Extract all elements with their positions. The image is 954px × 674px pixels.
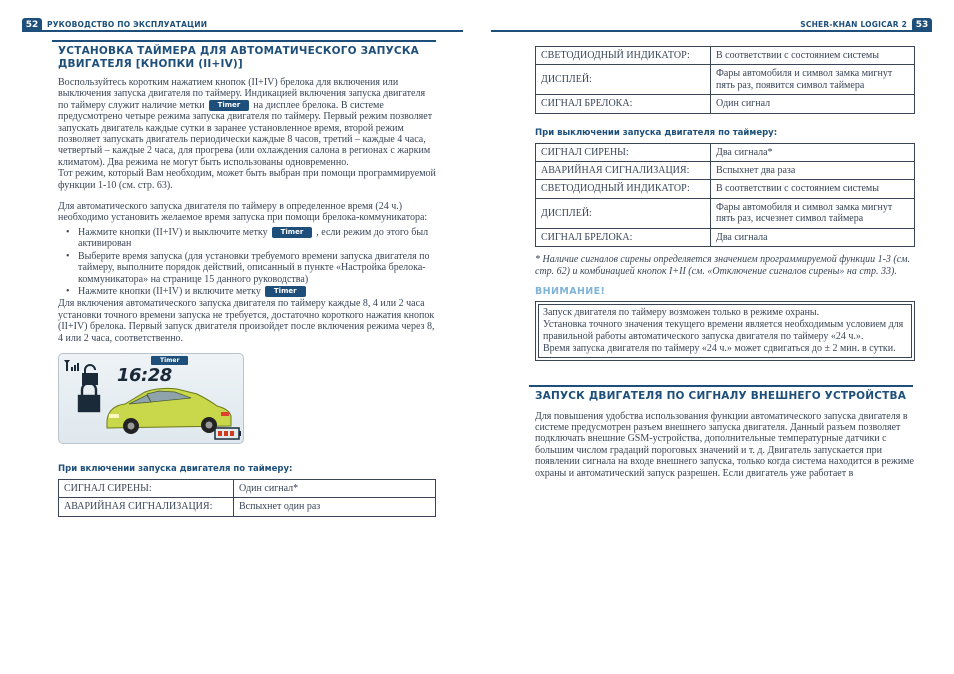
list-item: • Выберите время запуска (для установки требуемого времени запуска двигателя по таймеру, выполните порядок действий, описанный в пункте «Настройка брелока-коммуникатора» на странице 15 данного руководства) bbox=[58, 251, 436, 285]
signal-type-cell: ДИСПЛЕЙ: bbox=[536, 198, 711, 228]
remote-lcd-display bbox=[58, 353, 244, 444]
signal-type-cell: СВЕТОДИОДНЫЙ ИНДИКАТОР: bbox=[536, 47, 711, 65]
battery-icon bbox=[215, 428, 241, 439]
setup-paragraph: Для автоматического запуска двигателя по таймеру в определенное время (24 ч.) необходимо установить желаемое время запуска при помощи брелока-коммуникатора: bbox=[58, 201, 428, 224]
running-header-right: SCHER-KHAN LOGICAR 2 bbox=[800, 20, 907, 29]
signal-value-cell: В соответствии с состоянием системы bbox=[711, 180, 915, 198]
table-row bbox=[536, 198, 915, 228]
intro-text-1: Воспользуйтесь коротким нажатием кнопок (II+IV) брелока для включения или выключения запуска двигателя по таймеру. Индикацией включения запуска двигателя по таймеру служит наличие метки bbox=[58, 77, 426, 111]
page-number-left: 52 bbox=[22, 18, 42, 32]
bullet-text: Нажмите кнопки (II+IV) и выключите метку bbox=[78, 226, 268, 238]
signal-value-cell: Один сигнал bbox=[711, 95, 915, 113]
running-header-left: РУКОВОДСТВО ПО ЭКСПЛУАТАЦИИ bbox=[47, 20, 208, 29]
section-title-timer: УСТАНОВКА ТАЙМЕРА ДЛЯ АВТОМАТИЧЕСКОГО ЗАПУСКА ДВИГАТЕЛЯ [КНОПКИ (II+IV)] bbox=[58, 40, 436, 71]
right-page bbox=[477, 0, 954, 674]
external-paragraph: Для повышения удобства использования функции автоматического запуска двигателя в системе предусмотрен разъем внешнего запуска двигателя. Данный разъем позволяет подключать внешние GSM-устройства, дополнительные температурные датчики с большим числом градаций пороговых значений и т. д. Двигатель запускается при появлении сигнала на входе внешнего запуска, только когда система находится в режиме охраны и автоматический запуск разрешен. Если двигатель уже работает в bbox=[535, 410, 914, 479]
warning-box-inner bbox=[538, 304, 912, 357]
signal-type-cell: СИГНАЛ СИРЕНЫ: bbox=[59, 479, 234, 497]
lock-open-icon bbox=[83, 365, 97, 384]
table-row bbox=[536, 180, 915, 198]
warning-text-2: Установка точного значения текущего времени является необходимым условием для правильной работы автоматического запуска двигателя по таймеру «24 ч.». bbox=[543, 319, 904, 343]
signal-type-cell: СИГНАЛ БРЕЛОКА: bbox=[536, 95, 711, 113]
lock-closed-icon bbox=[79, 383, 99, 411]
table-row bbox=[536, 65, 915, 95]
off-signals-title: При выключении запуска двигателя по таймеру: bbox=[535, 127, 778, 138]
on-signals-table-continued bbox=[535, 46, 915, 114]
table-row bbox=[536, 162, 915, 180]
intro-text-2: на дисплее брелока. В системе предусмотрено четыре режима запуска двигателя по таймеру. Первый режим позволяет запускать двигатель каждые сутки в заранее установленное время, второй режим позволяет запускать двигатель периодически каждые 8 часов, третий – каждые 4 часа, четвертый – каждые 2 часа, для прогрева (или охлаждения салона в регионах с жарким климатом). Два режима не могут быть использованы одновременно. bbox=[58, 99, 433, 168]
warning-text-3: Время запуска двигателя по таймеру «24 ч.» может сдвигаться до ± 2 мин. в сутки. bbox=[543, 342, 896, 354]
on-signals-continued-body bbox=[536, 47, 915, 114]
periodic-paragraph: Для включения автоматического запуска двигателя по таймеру каждые 8, 4 или 2 часа установки точного времени запуска не требуется, достаточно короткого нажатия кнопок (II+IV) брелока. Первый запуск двигателя произойдет после включения режима через 8, 4 или 2 часа, соответственно. bbox=[58, 298, 435, 344]
mode-paragraph: Тот режим, который Вам необходим, может быть выбран при помощи программируемой функции 1-10 (см. стр. 63). bbox=[58, 168, 436, 191]
off-signals-table bbox=[535, 143, 915, 247]
list-item bbox=[58, 286, 436, 297]
warning-title: ВНИМАНИЕ! bbox=[535, 286, 606, 298]
signal-value-cell: Фары автомобиля и символ замка мигнут пять раз, появится символ таймера bbox=[711, 65, 915, 95]
signal-type-cell: ДИСПЛЕЙ: bbox=[536, 65, 711, 95]
right-content bbox=[535, 46, 915, 479]
timer-badge: Timer bbox=[265, 286, 306, 297]
signal-icon bbox=[64, 360, 79, 371]
signal-type-cell: АВАРИЙНАЯ СИГНАЛИЗАЦИЯ: bbox=[536, 162, 711, 180]
off-signals-body bbox=[536, 143, 915, 246]
on-signals-table bbox=[58, 479, 436, 517]
signal-value-cell: Вспыхнет два раза bbox=[711, 162, 915, 180]
signal-value-cell: Два сигнала bbox=[711, 228, 915, 246]
bullet-text: Нажмите кнопки (II+IV) и включите метку bbox=[78, 285, 261, 297]
signal-value-cell: Один сигнал* bbox=[234, 479, 436, 497]
timer-badge: Timer bbox=[209, 100, 250, 111]
spacer bbox=[58, 191, 436, 201]
on-signals-title: При включении запуска двигателя по таймеру: bbox=[58, 463, 293, 474]
table-row bbox=[536, 228, 915, 246]
table-row bbox=[59, 479, 436, 497]
intro-paragraph bbox=[58, 77, 436, 168]
table-row bbox=[536, 47, 915, 65]
header-rule bbox=[491, 30, 932, 32]
timer-badge: Timer bbox=[272, 227, 313, 238]
warning-text-1: Запуск двигателя по таймеру возможен только в режиме охраны. bbox=[543, 307, 820, 319]
signal-value-cell: Фары автомобиля и символ замка мигнут пять раз, исчезнет символ таймера bbox=[711, 198, 915, 228]
signal-value-cell: В соответствии с состоянием системы bbox=[711, 47, 915, 65]
table-row bbox=[536, 95, 915, 113]
left-content bbox=[58, 40, 436, 517]
signal-type-cell: СИГНАЛ СИРЕНЫ: bbox=[536, 143, 711, 161]
page-number-right: 53 bbox=[912, 18, 932, 32]
signal-type-cell: СИГНАЛ БРЕЛОКА: bbox=[536, 228, 711, 246]
signal-type-cell: АВАРИЙНАЯ СИГНАЛИЗАЦИЯ: bbox=[59, 498, 234, 516]
signal-value-cell: Вспыхнет один раз bbox=[234, 498, 436, 516]
on-signals-body bbox=[59, 479, 436, 516]
signal-type-cell: СВЕТОДИОДНЫЙ ИНДИКАТОР: bbox=[536, 180, 711, 198]
car-icon bbox=[107, 388, 231, 434]
lcd-clock: 16:28 bbox=[117, 364, 172, 386]
table-row bbox=[59, 498, 436, 516]
bullet-text: , если режим до этого был активирован bbox=[78, 226, 429, 250]
siren-footnote: * Наличие сигналов сирены определяется значением программируемой функции 1-3 (см. стр. 62) и комбинацией кнопок I+II (см. «Отключение сигналов сирены» на стр. 33). bbox=[535, 254, 911, 278]
warning-box bbox=[535, 301, 915, 360]
signal-value-cell: Два сигнала* bbox=[711, 143, 915, 161]
table-row bbox=[536, 143, 915, 161]
header-rule bbox=[22, 30, 463, 32]
instruction-list bbox=[58, 227, 436, 297]
lcd-timer-tag: Timer bbox=[151, 356, 188, 365]
section-title-external: ЗАПУСК ДВИГАТЕЛЯ ПО СИГНАЛУ ВНЕШНЕГО УСТРОЙСТВА bbox=[535, 385, 915, 403]
list-item bbox=[58, 227, 436, 250]
